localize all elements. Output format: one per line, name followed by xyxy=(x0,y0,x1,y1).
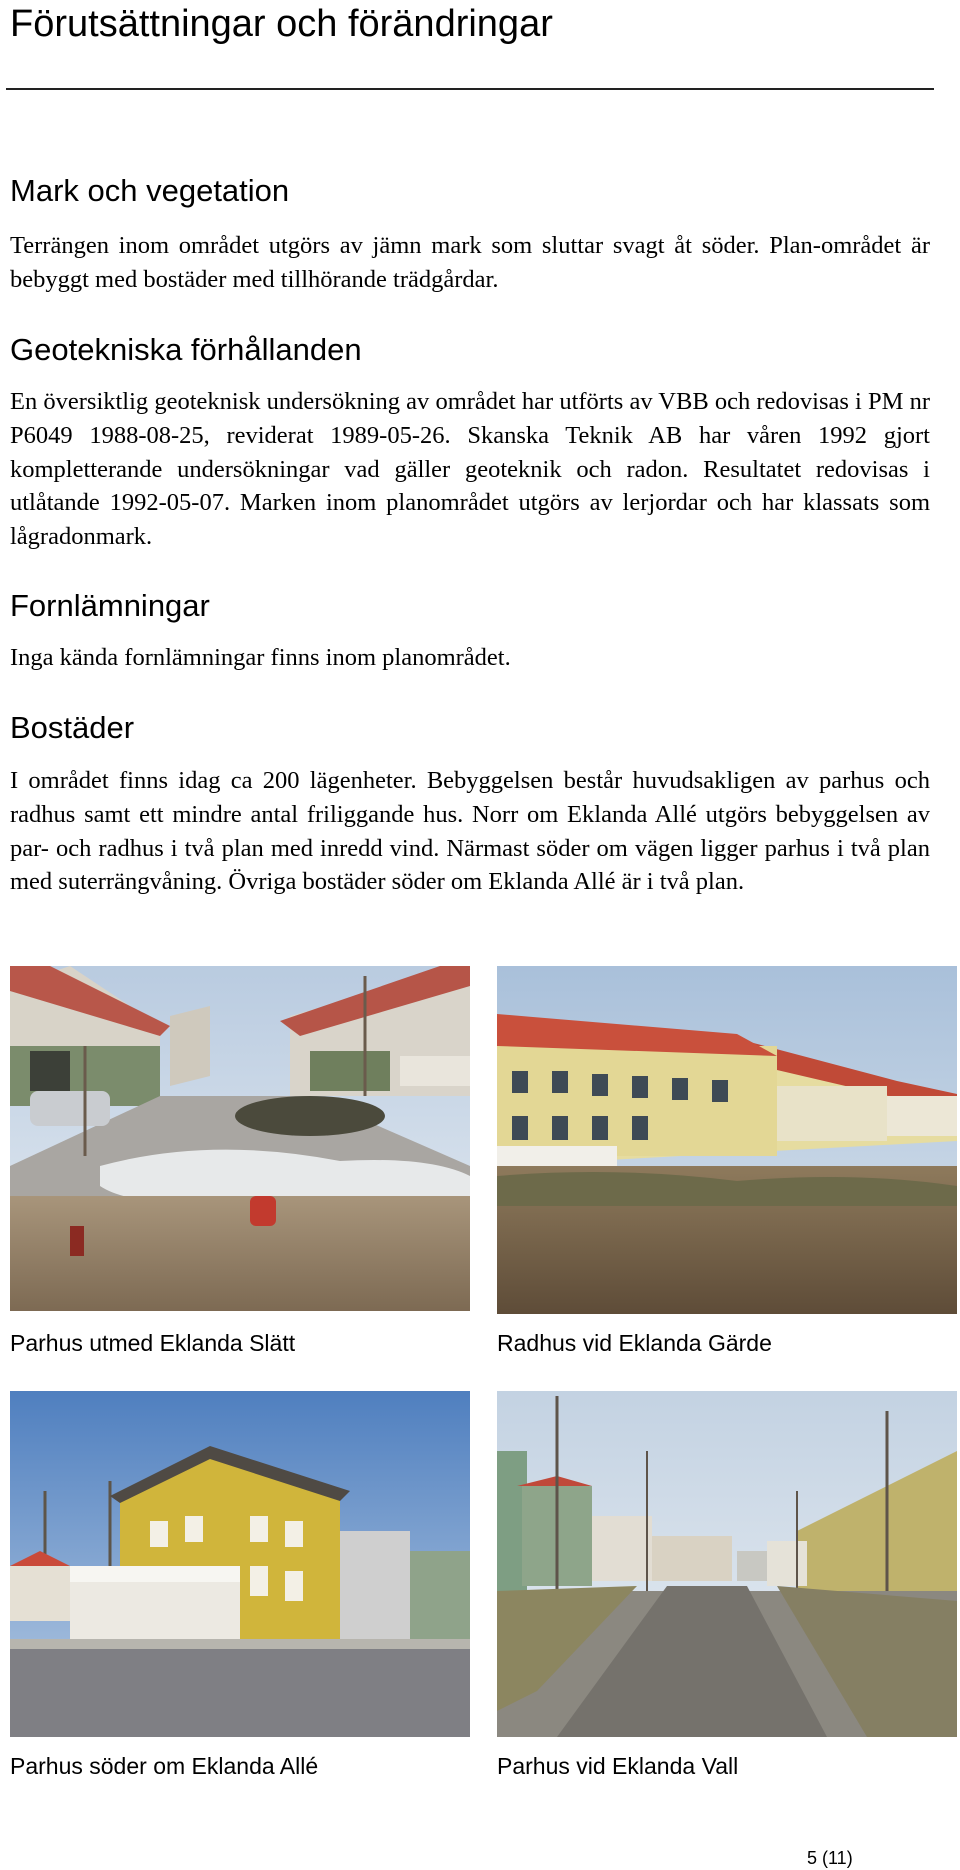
section-text-bostader: I området finns idag ca 200 lägenheter. Bebyggelsen består huvudsakligen av parhus och radhus samt ett mindre antal friliggande hus. Norr om Eklanda Allé utgörs bebyggelsen av par- och radhus i två plan med inredd vind. Närmast söder om vägen ligger parhus i två plan med suterrängvåning. Övriga bostäder söder om Eklanda Allé är i två plan. xyxy=(10,767,930,896)
photo-caption-parhus-eklanda-slatt: Parhus utmed Eklanda Slätt xyxy=(10,1330,296,1356)
section-text-mark-och-vegetation: Terrängen inom området utgörs av jämn mark som sluttar svagt åt söder. Plan-området är bebyggt med bostäder med tillhörande trädgårdar. xyxy=(10,232,930,293)
page-number: 5 (11) xyxy=(807,1848,853,1868)
photo-parhus-soder-eklanda-alle xyxy=(10,1391,470,1737)
page-title: Förutsättningar och förändringar xyxy=(10,3,553,45)
photo-parhus-eklanda-slatt xyxy=(10,966,470,1311)
photo-caption-radhus-eklanda-garde: Radhus vid Eklanda Gärde xyxy=(497,1330,772,1356)
section-heading-mark-och-vegetation: Mark och vegetation xyxy=(10,173,290,208)
photo-radhus-eklanda-garde xyxy=(497,966,957,1314)
photo-parhus-eklanda-vall xyxy=(497,1391,957,1737)
section-text-geotekniska-forhallanden: En översiktlig geoteknisk undersökning av området har utförts av VBB och redovisas i PM nr P6049 1988-08-25, reviderat 1989-05-26. Skanska Teknik AB har våren 1992 gjort kompletterande undersökningar vad gäller geoteknik och radon. Resultatet redovisas i utlåtande 1992-05-07. Marken inom planområdet utgörs av lerjordar och har klassats som lågradonmark. xyxy=(10,388,930,551)
photo-caption-parhus-eklanda-vall: Parhus vid Eklanda Vall xyxy=(497,1753,739,1779)
section-heading-geotekniska-forhallanden: Geotekniska förhållanden xyxy=(10,332,362,367)
photo-caption-parhus-soder-eklanda-alle: Parhus söder om Eklanda Allé xyxy=(10,1753,319,1779)
section-heading-fornlamningar: Fornlämningar xyxy=(10,588,210,623)
title-divider xyxy=(6,88,934,90)
section-text-fornlamningar: Inga kända fornlämningar finns inom planområdet. xyxy=(10,644,511,671)
section-heading-bostader: Bostäder xyxy=(10,710,135,745)
